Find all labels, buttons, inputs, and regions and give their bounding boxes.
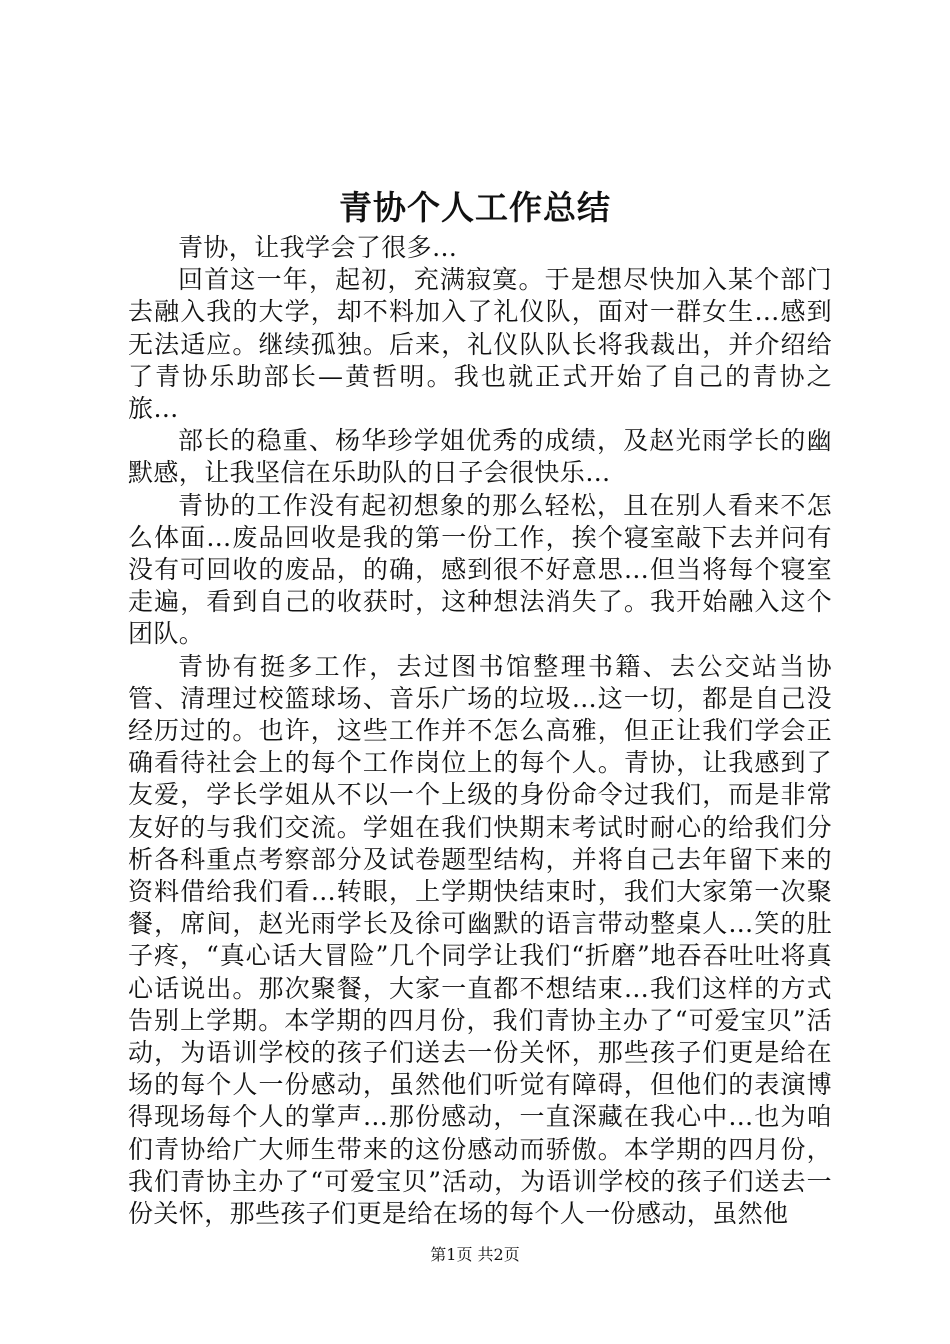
paragraph-5: 青协有挺多工作，去过图书馆整理书籍、去公交站当协管、清理过校篮球场、音乐广场的垃圾…这一切，都是自己没经历过的。也许，这些工作并不怎么高雅，但正让我们学会正确看待社会上的每个工作岗位上的每个人。青协，让我感到了友爱，学长学姐从不以一个上级的身份命令过我们，而是非常友好的与我们交流。学姐在我们快期末考试时耐心的给我们分析各科重点考察部分及试卷题型结构，并将自己去年留下来的资料借给我们看…转眼，上学期快结束时，我们大家第一次聚餐，席间，赵光雨学长及徐可幽默的语言带动整桌人…笑的肚子疼，“真心话大冒险”几个同学让我们“折磨”地吞吞吐吐将真心话说出。那次聚餐，大家一直都不想结束…我们这样的方式告别上学期。本学期的四月份，我们青协主办了“可爱宝贝”活动，为语训学校的孩子们送去一份关怀，那些孩子们更是给在场的每个人一份感动，虽然他们听觉有障碍，但他们的表演博得现场每个人的掌声…那份感动，一直深藏在我心中…也为咱们青协给广大师生带来的这份感动而骄傲。本学期的四月份，我们青协主办了“可爱宝贝”活动，为语训学校的孩子们送去一份关怀，那些孩子们更是给在场的每个人一份感动，虽然他 [128, 651, 832, 1229]
document-title: 青协个人工作总结 [339, 188, 611, 227]
paragraph-4: 青协的工作没有起初想象的那么轻松，且在别人看来不怎么体面…废品回收是我的第一份工作，挨个寝室敲下去并问有没有可回收的废品，的确，感到很不好意思…但当将每个寝室走遍，看到自己的收获时，这种想法消失了。我开始融入这个团队。 [128, 490, 832, 649]
page-number-footer: 第1页 共2页 [430, 1245, 520, 1264]
paragraph-2: 回首这一年，起初，充满寂寞。于是想尽快加入某个部门去融入我的大学，却不料加入了礼仪队，面对一群女生…感到无法适应。继续孤独。后来，礼仪队队长将我裁出，并介绍给了青协乐助部长—黄哲明。我也就正式开始了自己的青协之旅… [128, 265, 832, 424]
document-body [128, 232, 832, 1230]
paragraph-1: 青协，让我学会了很多… [178, 233, 458, 262]
paragraph-3: 部长的稳重、杨华珍学姐优秀的成绩，及赵光雨学长的幽默感，让我坚信在乐助队的日子会很快乐… [128, 426, 832, 488]
